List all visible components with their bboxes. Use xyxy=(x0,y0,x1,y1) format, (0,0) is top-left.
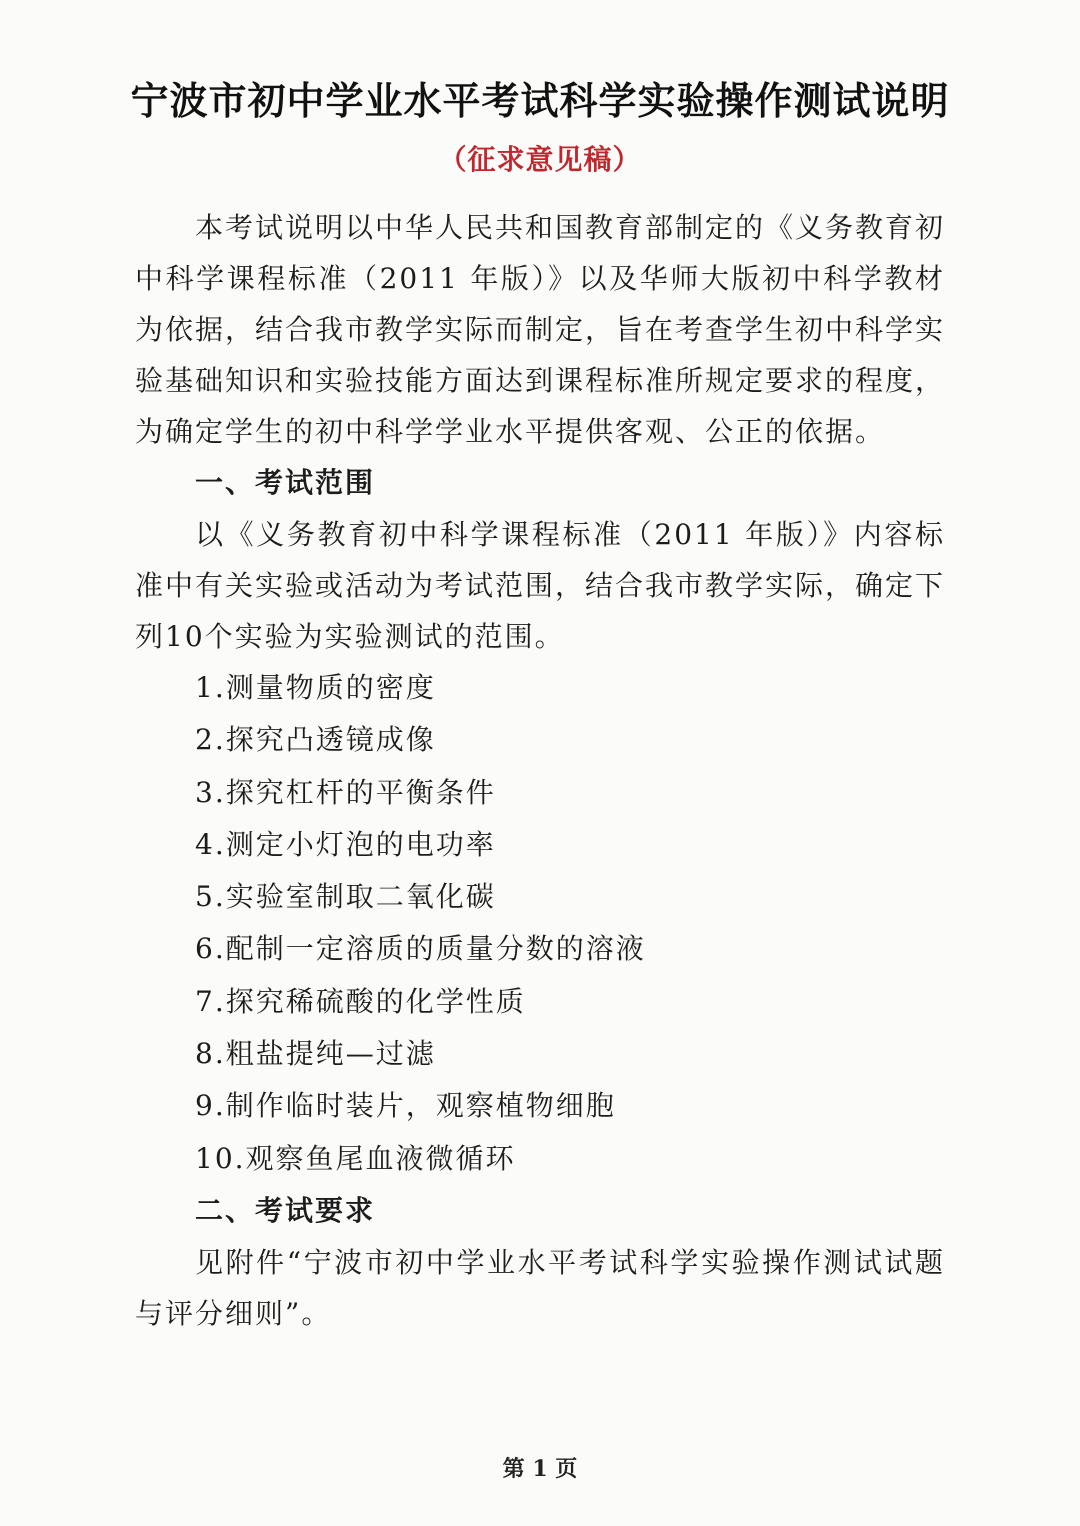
list-item: 1.测量物质的密度 xyxy=(195,671,436,704)
intro-paragraph: 本考试说明以中华人民共和国教育部制定的《义务教育初中科学课程标准（2011 年版）》以及华师大版初中科学教材为依据，结合我市教学实际而制定，旨在考查学生初中科学实验基础知识和实验技能方面达到课程标准所规定要求的程度，为确定学生的初中科学学业水平提供客观、公正的依据。 xyxy=(135,211,946,448)
scope-paragraph: 以《义务教育初中科学课程标准（2011 年版）》内容标准中有关实验或活动为考试范围，结合我市教学实际，确定下列10个实验为实验测试的范围。 xyxy=(135,518,946,653)
list-item: 4.测定小灯泡的电功率 xyxy=(195,827,496,861)
list-item: 10.观察鱼尾血液微循环 xyxy=(195,1141,516,1175)
list-item: 7.探究稀硫酸的化学性质 xyxy=(195,984,526,1018)
experiment-list xyxy=(135,662,945,1185)
document-title: 宁波市初中学业水平考试科学实验操作测试说明 xyxy=(130,79,950,123)
document-body xyxy=(135,202,945,1339)
list-item: 9.制作临时装片，观察植物细胞 xyxy=(195,1089,616,1123)
section-heading-requirements: 二、考试要求 xyxy=(195,1193,376,1227)
page-number: 第 1 页 xyxy=(502,1456,578,1482)
list-item: 8.粗盐提纯—过滤 xyxy=(195,1037,436,1071)
list-item: 3.探究杠杆的平衡条件 xyxy=(195,775,496,809)
list-item: 6.配制一定溶质的质量分数的溶液 xyxy=(195,932,646,966)
requirements-paragraph: 见附件“宁波市初中学业水平考试科学实验操作测试试题与评分细则”。 xyxy=(135,1245,945,1330)
document-subtitle: （征求意见稿） xyxy=(438,143,642,176)
list-item: 5.实验室制取二氧化碳 xyxy=(195,880,496,914)
list-item: 2.探究凸透镜成像 xyxy=(195,723,436,757)
section-heading-scope: 一、考试范围 xyxy=(195,466,376,499)
